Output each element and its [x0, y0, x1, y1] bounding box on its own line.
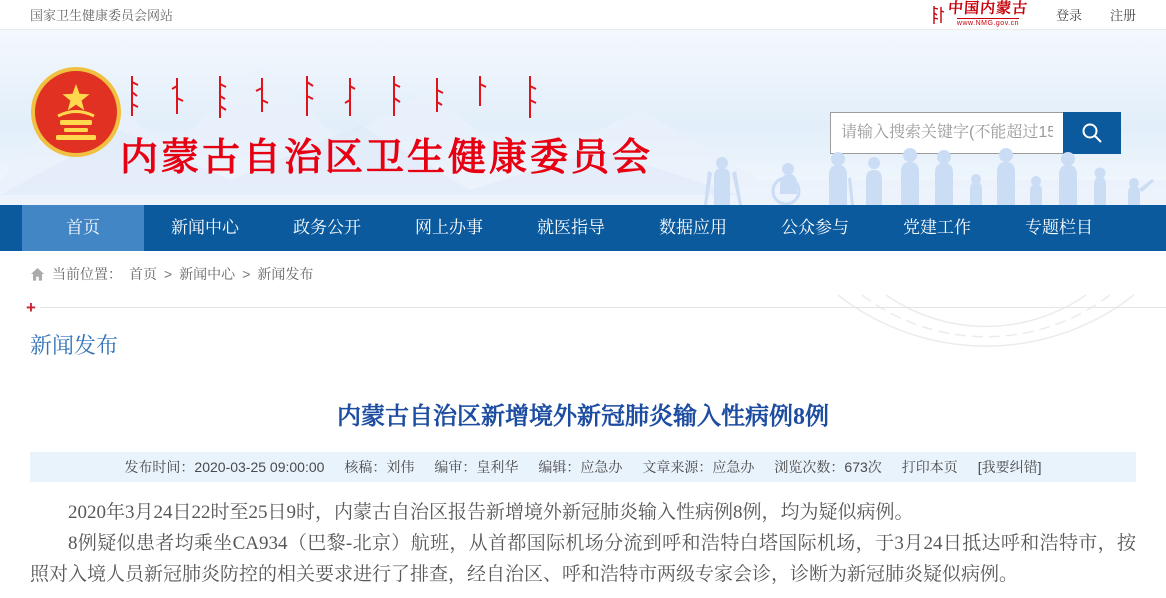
article-meta	[30, 452, 1136, 482]
breadcrumb-link[interactable]: 首页	[129, 266, 157, 282]
nav-item-4[interactable]: 网上办事	[415, 218, 483, 237]
error-report-link[interactable]: [我要纠错]	[977, 459, 1042, 475]
meta-field: 核稿：刘伟	[344, 459, 415, 475]
main-nav	[0, 205, 1166, 251]
plus-icon: +	[26, 298, 36, 317]
logo-title: 中国内蒙古	[947, 1, 1029, 17]
national-emblem-icon	[30, 66, 122, 158]
nav-item-1[interactable]: 首页	[22, 205, 144, 251]
article-paragraph: 2020年3月24日22时至25日9时，内蒙古自治区报告新增境外新冠肺炎输入性病例8例，均为疑似病例。	[68, 502, 914, 523]
site-header	[0, 30, 1166, 205]
nav-item-7[interactable]: 公众参与	[781, 218, 849, 237]
breadcrumb	[0, 251, 1166, 295]
meta-field: 浏览次数：673次	[774, 459, 882, 475]
login-link[interactable]: 登录	[1055, 8, 1082, 23]
breadcrumb-link[interactable]: 新闻中心	[179, 266, 236, 282]
section-divider	[0, 299, 1166, 316]
breadcrumb-separator: >	[164, 266, 173, 282]
nav-item-6[interactable]: 数据应用	[659, 218, 727, 237]
nav-item-9[interactable]: 专题栏目	[1025, 218, 1093, 237]
divider-line	[40, 307, 1166, 308]
home-icon	[30, 267, 45, 282]
mongolian-script-decoration	[122, 72, 552, 122]
logo-url: www.NMG.gov.cn	[956, 20, 1020, 27]
people-silhouettes-decoration	[696, 139, 1166, 205]
breadcrumb-link[interactable]: 新闻发布	[257, 266, 314, 282]
breadcrumb-separator: >	[242, 266, 251, 282]
main-content	[0, 299, 1166, 590]
national-commission-link[interactable]: 国家卫生健康委员会网站	[30, 8, 174, 23]
breadcrumb-items	[129, 264, 313, 284]
breadcrumb-prefix: 当前位置：	[52, 266, 122, 282]
article-body	[30, 497, 1136, 590]
logo-text-block	[948, 2, 1028, 27]
mongolian-glyph-icon	[930, 5, 945, 25]
meta-field: 编审：皇利华	[434, 459, 519, 475]
section-title: 新闻发布	[30, 333, 119, 358]
print-page-link[interactable]: 打印本页	[901, 459, 958, 475]
meta-field: 文章来源：应急办	[642, 459, 755, 475]
nav-item-3[interactable]: 政务公开	[293, 218, 361, 237]
site-title: 内蒙古自治区卫生健康委员会	[120, 137, 654, 179]
china-neimenggu-logo[interactable]	[930, 2, 1028, 27]
register-link[interactable]: 注册	[1109, 8, 1136, 23]
meta-field: 编辑：应急办	[538, 459, 623, 475]
nav-item-5[interactable]: 就医指导	[537, 218, 605, 237]
topbar	[0, 0, 1166, 30]
article	[0, 396, 1166, 590]
nav-item-8[interactable]: 党建工作	[903, 218, 971, 237]
nav-item-2[interactable]: 新闻中心	[171, 218, 239, 237]
article-paragraph: 8例疑似患者均乘坐CA934（巴黎-北京）航班，从首都国际机场分流到呼和浩特白塔国际机场，于3月24日抵达呼和浩特市，按照对入境人员新冠肺炎防控的相关要求进行了排查，经自治区、呼和浩特市两级专家会诊，诊断为新冠肺炎疑似病例。	[30, 533, 1136, 585]
meta-field: 发布时间：2020-03-25 09:00:00	[124, 459, 325, 475]
article-title: 内蒙古自治区新增境外新冠肺炎输入性病例8例	[337, 404, 829, 430]
topbar-right	[930, 2, 1136, 27]
